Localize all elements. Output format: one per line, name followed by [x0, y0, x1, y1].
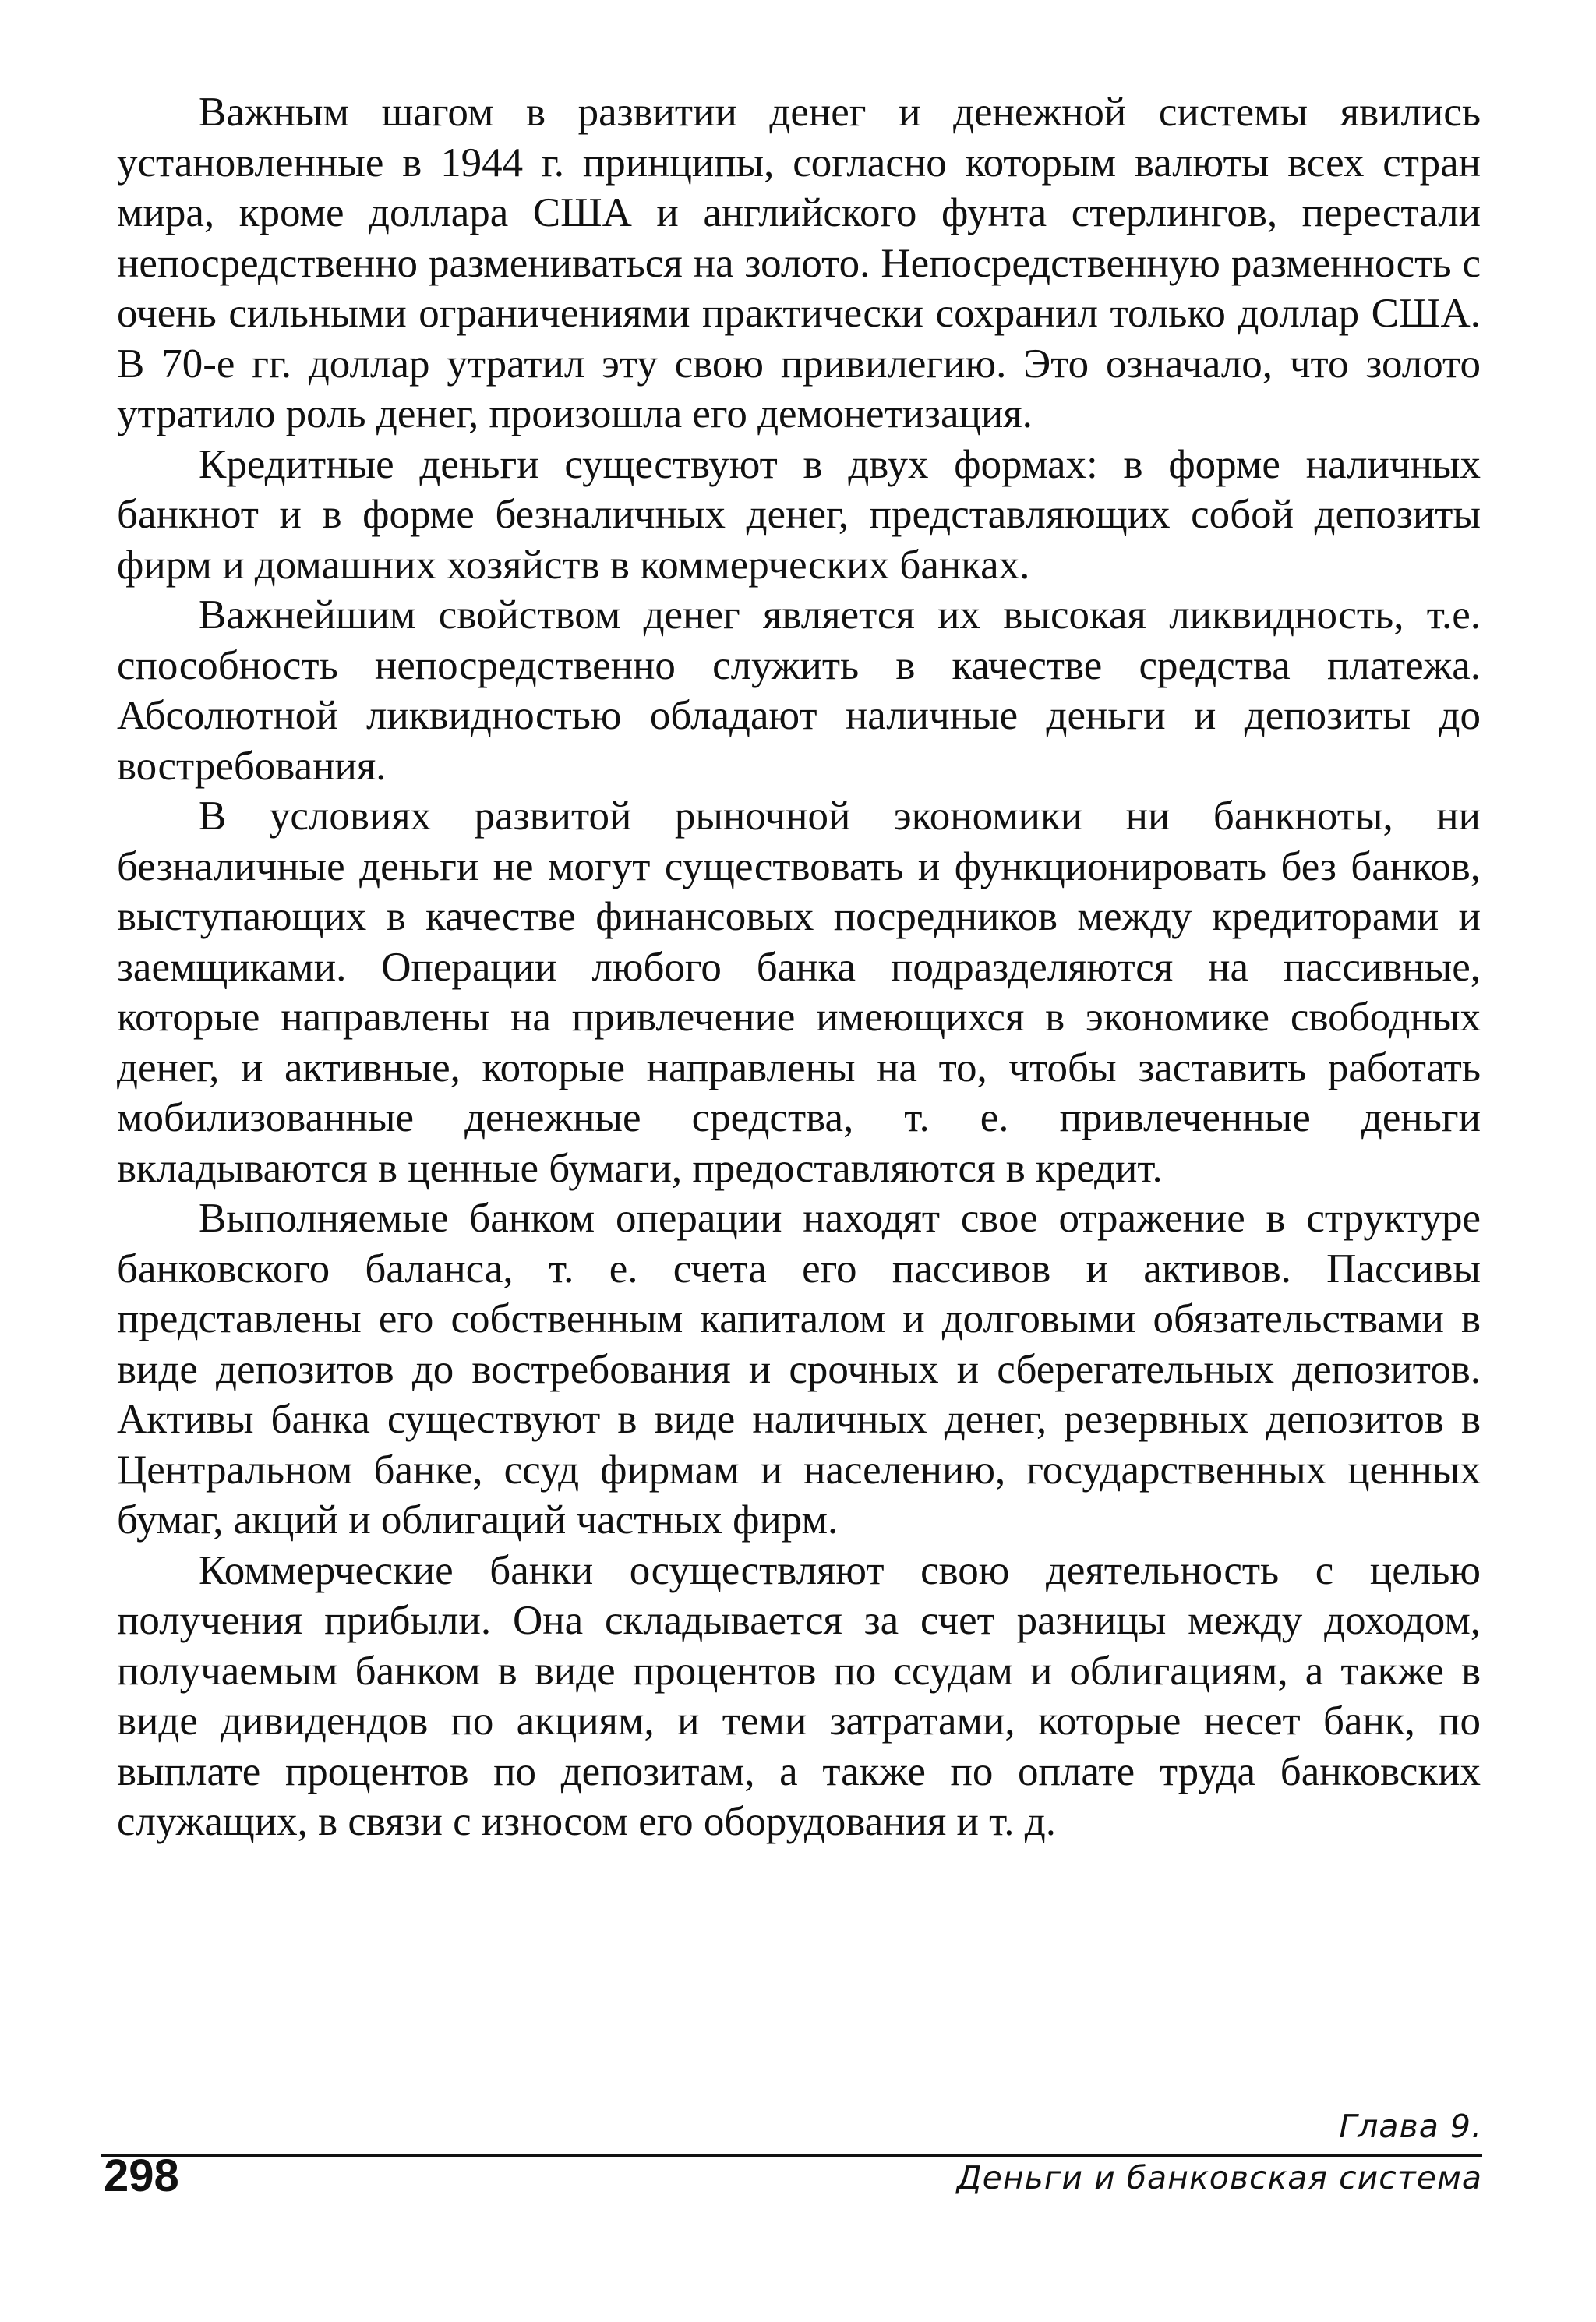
- paragraph-4: В условиях развитой рыночной экономики ни банкноты, ни безналичные деньги не могут существовать и функционировать без банков, выступающих в качестве финансовых посредников между кредиторами и заемщиками. Операции любого банка подразделяются на пассивные, которые направлены на привлечение имеющихся в экономике свободных денег, и активные, которые направлены на то, чтобы заставить работать мобилизованные денежные средства, т. е. привлеченные деньги вкладываются в ценные бумаги, предоставляются в кредит.: [117, 793, 1481, 1191]
- paragraph-2: Кредитные деньги существуют в двух формах: в форме наличных банкнот и в форме безналичных денег, представляющих собой депозиты фирм и домашних хозяйств в коммерческих банках.: [117, 441, 1481, 588]
- paragraph-3: Важнейшим свойством денег является их высокая ликвидность, т.е. способность непосредственно служить в качестве средства платежа. Абсолютной ликвидностью обладают наличные деньги и депозиты до востребования.: [117, 592, 1481, 789]
- paragraph-6: Коммерческие банки осуществляют свою деятельность с целью получения прибыли. Она складывается за счет разницы между доходом, получаемым банком в виде процентов по ссудам и облигациям, а также в виде дивидендов по акциям, и теми затратами, которые несет банк, по выплате процентов по депозитам, а также по оплате труда банковских служащих, в связи с износом его оборудования и т. д.: [117, 1547, 1481, 1844]
- footer-divider: [101, 2154, 1482, 2157]
- paragraph-5: Выполняемые банком операции находят свое отражение в структуре банковского баланса, т. е. счета его пассивов и активов. Пассивы представлены его собственным капиталом и долговыми обязательствами в виде депозитов до востребования и срочных и сберегательных депозитов. Активы банка существуют в виде наличных денег, резервных депозитов в Центральном банке, ссуд фирмам и населению, государственных ценных бумаг, акций и облигаций частных фирм.: [117, 1196, 1481, 1543]
- page-number: 298: [104, 2151, 179, 2201]
- running-head-chapter-title: Деньги и банковская система: [956, 2159, 1482, 2197]
- paragraph-1: Важным шагом в развитии денег и денежной системы явились установленные в 1944 г. принципы, согласно которым валюты всех стран мира, кроме доллара США и английского фунта стерлингов, перестали непосредственно размениваться на золото. Непосредственную разменность с очень сильными ограничениями практически сохранил только доллар США. В 70-е гг. доллар утратил эту свою привилегию. Это означало, что золото утратило роль денег, произошла его демонетизация.: [117, 90, 1481, 436]
- running-head-chapter-label: Глава 9.: [1339, 2108, 1482, 2145]
- body-text: [117, 87, 1481, 1847]
